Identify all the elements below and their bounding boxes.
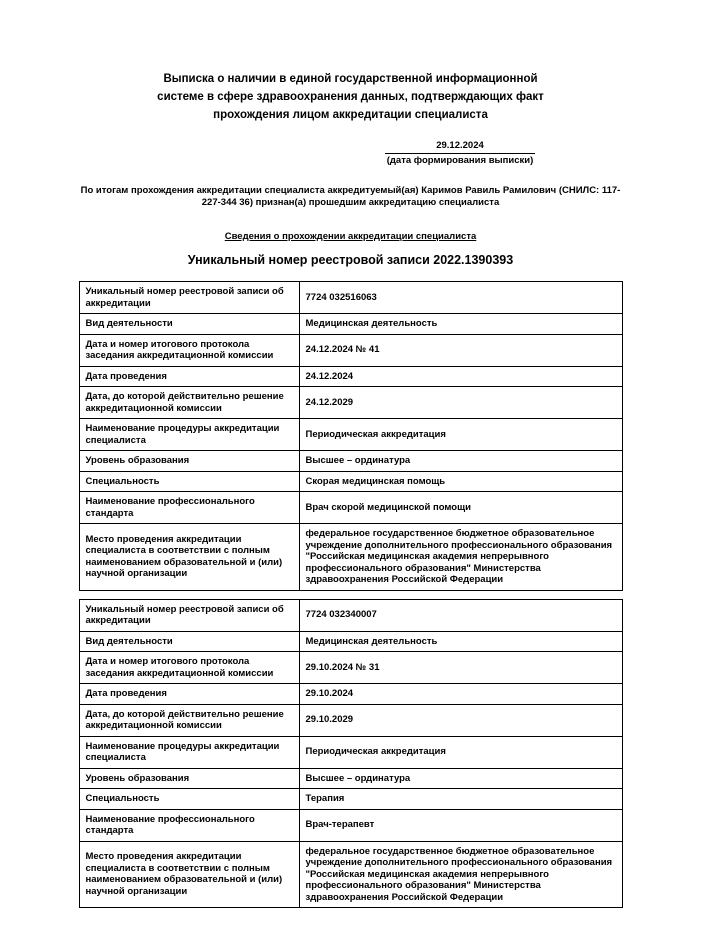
table-row: [79, 334, 622, 366]
row-value: 7724 032340007: [299, 599, 622, 631]
table-row: [79, 652, 622, 684]
row-label: Вид деятельности: [79, 314, 299, 335]
extract-date-caption: (дата формирования выписки): [386, 155, 534, 166]
row-value: 7724 032516063: [299, 282, 622, 314]
row-value: 24.12.2024: [299, 366, 622, 387]
row-label: Наименование процедуры аккредитации специалиста: [79, 736, 299, 768]
document-title: Выписка о наличии в единой государственной информационной системе в сфере здравоохранения данных, подтверждающих факт прохождения лицом аккредитации специалиста: [157, 73, 544, 121]
row-label: Место проведения аккредитации специалиста в соответствии с полным наименованием образовательной и (или) научной организации: [79, 524, 299, 591]
row-label: Место проведения аккредитации специалиста в соответствии с полным наименованием образовательной и (или) научной организации: [79, 841, 299, 908]
table-row: [79, 704, 622, 736]
row-value: 24.12.2024 № 41: [299, 334, 622, 366]
row-value: 29.10.2029: [299, 704, 622, 736]
row-value: Высшее – ординатура: [299, 768, 622, 789]
row-label: Наименование профессионального стандарта: [79, 492, 299, 524]
row-value: Терапия: [299, 789, 622, 810]
accreditation-table-1: [79, 281, 623, 591]
row-label: Дата проведения: [79, 684, 299, 705]
row-value: Скорая медицинская помощь: [299, 471, 622, 492]
row-value: 29.10.2024: [299, 684, 622, 705]
table-row: [79, 524, 622, 591]
intro-paragraph: По итогам прохождения аккредитации специалиста аккредитуемый(ая) Каримов Равиль Рамилович (СНИЛС: 117-227-344 36) признан(а) прошедшим аккредитацию специалиста: [80, 185, 621, 208]
row-value: Врач скорой медицинской помощи: [299, 492, 622, 524]
row-label: Уровень образования: [79, 768, 299, 789]
row-label: Уникальный номер реестровой записи об аккредитации: [79, 282, 299, 314]
row-value: федеральное государственное бюджетное образовательное учреждение дополнительного профессионального образования "Российская медицинская академия непрерывного профессионального образования" Министерства здравоохранения Российской Федерации: [299, 841, 622, 908]
table-row: [79, 471, 622, 492]
extract-date: 29.12.2024: [385, 140, 535, 154]
row-value: Периодическая аккредитация: [299, 736, 622, 768]
table-row: [79, 841, 622, 908]
table-row: [79, 631, 622, 652]
table-row: [79, 736, 622, 768]
row-value: федеральное государственное бюджетное образовательное учреждение дополнительного профессионального образования "Российская медицинская академия непрерывного профессионального образования" Министерства здравоохранения Российской Федерации: [299, 524, 622, 591]
row-value: Высшее – ординатура: [299, 451, 622, 472]
row-value: 24.12.2029: [299, 387, 622, 419]
row-label: Уникальный номер реестровой записи об аккредитации: [79, 599, 299, 631]
table-row: [79, 419, 622, 451]
table-row: [79, 809, 622, 841]
row-label: Дата и номер итогового протокола заседания аккредитационной комиссии: [79, 652, 299, 684]
registry-number-heading: Уникальный номер реестровой записи 2022.1390393: [187, 253, 514, 267]
row-value: Периодическая аккредитация: [299, 419, 622, 451]
row-label: Специальность: [79, 789, 299, 810]
accreditation-table-2: [79, 599, 623, 909]
table-row: [79, 451, 622, 472]
row-value: 29.10.2024 № 31: [299, 652, 622, 684]
section-heading: Сведения о прохождении аккредитации специалиста: [224, 231, 477, 242]
table-row: [79, 789, 622, 810]
table-row: [79, 387, 622, 419]
table-row: [79, 282, 622, 314]
table-row: [79, 366, 622, 387]
row-label: Дата, до которой действительно решение аккредитационной комиссии: [79, 704, 299, 736]
row-value: Медицинская деятельность: [299, 631, 622, 652]
table-row: [79, 684, 622, 705]
row-value: Медицинская деятельность: [299, 314, 622, 335]
row-label: Наименование процедуры аккредитации специалиста: [79, 419, 299, 451]
row-label: Уровень образования: [79, 451, 299, 472]
row-label: Дата, до которой действительно решение аккредитационной комиссии: [79, 387, 299, 419]
extract-date-block: [385, 140, 535, 167]
row-label: Вид деятельности: [79, 631, 299, 652]
table-row: [79, 492, 622, 524]
table-row: [79, 768, 622, 789]
row-value: Врач-терапевт: [299, 809, 622, 841]
table-row: [79, 599, 622, 631]
row-label: Наименование профессионального стандарта: [79, 809, 299, 841]
row-label: Специальность: [79, 471, 299, 492]
row-label: Дата и номер итогового протокола заседания аккредитационной комиссии: [79, 334, 299, 366]
table-row: [79, 314, 622, 335]
row-label: Дата проведения: [79, 366, 299, 387]
